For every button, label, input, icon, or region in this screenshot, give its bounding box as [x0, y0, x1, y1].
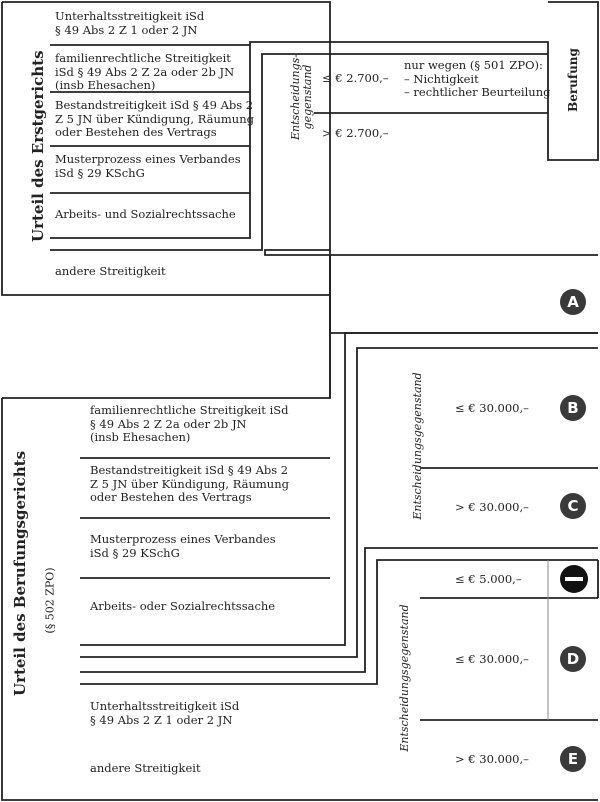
appeal-cat-labour: Arbeits- oder Sozialrechtssache	[90, 599, 276, 613]
appeal-other: andere Streitigkeit	[90, 761, 201, 775]
first-subject-label: Entscheidungs- gegenstand	[289, 53, 314, 141]
first-cat-tenancy: Bestandstreitigkeit iSd § 49 Abs 2 Z 5 JN über Kündigung, Räumung oder Bestehen des Vertrags	[55, 98, 254, 139]
badge-d: D	[560, 646, 586, 672]
b-value: ≤ € 30.000,–	[455, 401, 529, 415]
first-low-value: ≤ € 2.700,–	[322, 71, 389, 85]
first-cat-maintenance: Unterhaltsstreitigkeit iSd § 49 Abs 2 Z 1 oder 2 JN	[55, 9, 205, 37]
de-subject-label: Entscheidungsgegenstand	[398, 604, 411, 752]
first-box-outer	[2, 2, 330, 295]
c-value: > € 30.000,–	[455, 500, 529, 514]
no-entry-icon	[560, 565, 588, 593]
badge-e: E	[560, 746, 586, 772]
appeal-instance-title: Urteil des Berufungsgerichts	[11, 450, 29, 696]
appeal-cat-model-suit: Musterprozess eines Verbandes iSd § 29 KSchG	[90, 532, 276, 560]
first-cat-model-suit: Musterprozess eines Verbandes iSd § 29 KSchG	[55, 152, 241, 180]
appeal-cat-tenancy: Bestandstreitigkeit iSd § 49 Abs 2 Z 5 JN über Kündigung, Räumung oder Bestehen des Vertrags	[90, 463, 289, 504]
appeal-maintenance: Unterhaltsstreitigkeit iSd § 49 Abs 2 Z 1 oder 2 JN	[90, 699, 240, 727]
appeal-cat-family: familienrechtliche Streitigkeit iSd § 49 Abs 2 Z 2a oder 2b JN (insb Ehesachen)	[90, 403, 289, 444]
first-high-value: > € 2.700,–	[322, 126, 389, 140]
badge-a: A	[560, 289, 586, 315]
first-cat-family: familienrechtliche Streitigkeit iSd § 49 Abs 2 Z 2a oder 2b JN (insb Ehesachen)	[55, 51, 235, 92]
e-value: > € 30.000,–	[455, 752, 529, 766]
d-value: ≤ € 30.000,–	[455, 652, 529, 666]
a-area-outer	[330, 255, 598, 333]
first-low-note: nur wegen (§ 501 ZPO): – Nichtigkeit – rechtlicher Beurteilung	[404, 58, 551, 99]
stop-value: ≤ € 5.000,–	[455, 572, 522, 586]
first-instance-title: Urteil des Erstgerichts	[29, 50, 47, 242]
badge-c: C	[560, 493, 586, 519]
first-other: andere Streitigkeit	[55, 264, 166, 278]
first-cat-labour: Arbeits- und Sozialrechtssache	[55, 207, 236, 221]
remedy-label: Berufung	[566, 48, 580, 112]
bc-subject-label: Entscheidungsgegenstand	[411, 372, 424, 520]
badge-b: B	[560, 395, 586, 421]
appeal-instance-subtitle: (§ 502 ZPO)	[43, 567, 57, 634]
